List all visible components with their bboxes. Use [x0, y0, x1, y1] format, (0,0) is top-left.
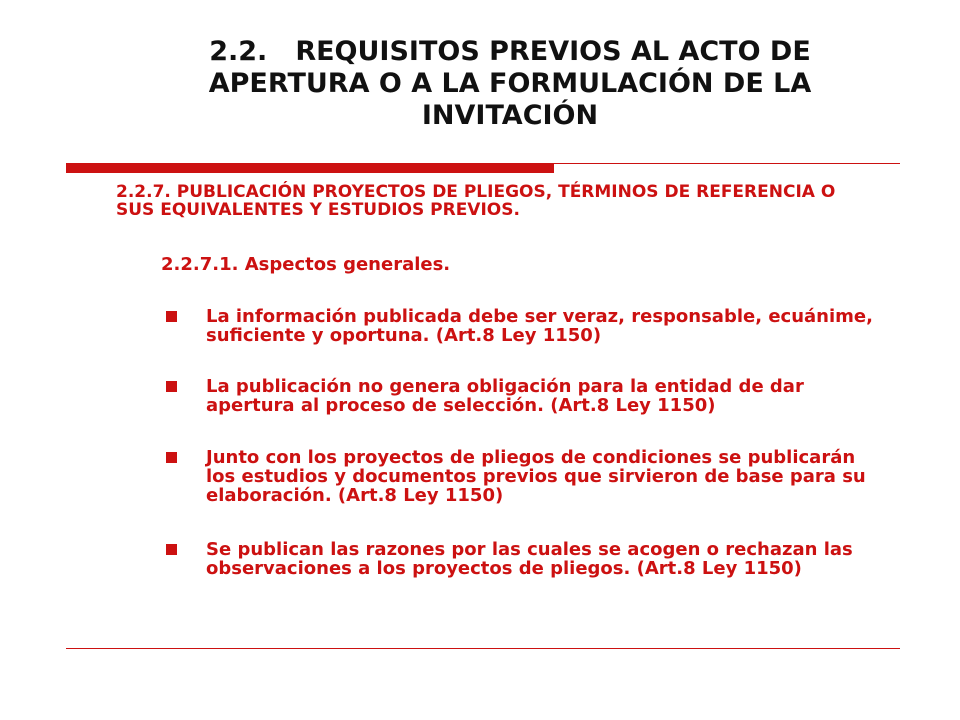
bullet-item: [166, 540, 876, 578]
title-number: 2.2.: [209, 36, 268, 67]
square-bullet-icon: [166, 544, 177, 555]
title-line-1: [150, 36, 870, 68]
bullet-text: La información publicada debe ser veraz, responsable, ecuánime, suficiente y oportuna. (Art.8 Ley 1150): [206, 306, 873, 346]
square-bullet-icon: [166, 452, 177, 463]
title-line-3: INVITACIÓN: [421, 100, 599, 131]
title-line-1-text: REQUISITOS PREVIOS AL ACTO DE: [295, 36, 811, 67]
bullet-item: [166, 377, 876, 415]
slide-title: [150, 36, 870, 132]
bullet-text: La publicación no genera obligación para la entidad de dar apertura al proceso de selección. (Art.8 Ley 1150): [206, 376, 804, 416]
bullet-text: Se publican las razones por las cuales se acogen o rechazan las observaciones a los proyectos de pliegos. (Art.8 Ley 1150): [206, 539, 853, 579]
bottom-divider: [66, 648, 900, 649]
bullet-item: [166, 307, 876, 345]
title-line-2: APERTURA O A LA FORMULACIÓN DE LA: [208, 68, 812, 99]
title-divider-thin: [554, 163, 900, 164]
bullet-text: Junto con los proyectos de pliegos de condiciones se publicarán los estudios y documentos previos que sirvieron de base para su elaboración. (Art.8 Ley 1150): [206, 447, 866, 506]
subsection-heading: 2.2.7.1. Aspectos generales.: [161, 254, 451, 275]
square-bullet-icon: [166, 381, 177, 392]
title-divider-thick: [66, 163, 554, 173]
bullet-item: [166, 448, 876, 505]
section-heading: 2.2.7. PUBLICACIÓN PROYECTOS DE PLIEGOS, TÉRMINOS DE REFERENCIA O SUS EQUIVALENTES Y ESTUDIOS PREVIOS.: [116, 182, 836, 220]
square-bullet-icon: [166, 311, 177, 322]
